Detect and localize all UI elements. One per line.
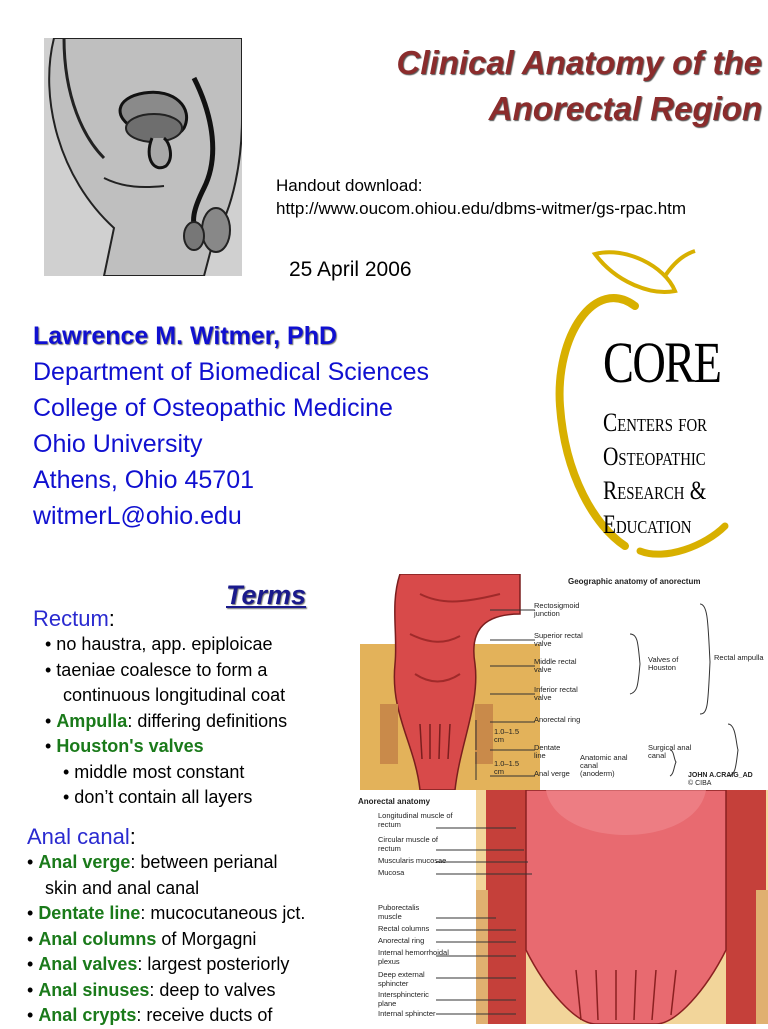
author-university: Ohio University: [33, 430, 203, 458]
logo-subtitle: Centers for Osteopathic Research & Education: [603, 408, 708, 539]
anal-canal-section: [27, 824, 367, 1029]
page-title: Clinical Anatomy of the Anorectal Region: [396, 44, 762, 127]
list-item: • no haustra, app. epiploicae: [45, 634, 273, 654]
author-college: College of Osteopathic Medicine: [33, 394, 393, 422]
rectum-section: [33, 606, 363, 811]
list-item: • don’t contain all layers: [63, 787, 253, 807]
list-item: • middle most constant: [63, 761, 245, 782]
label-surgical-canal: Surgical anal canal: [648, 743, 692, 760]
label-deep-external-sphincter: Deep external sphincter: [378, 970, 425, 988]
logo-core-text: CORE: [603, 330, 721, 395]
list-item: continuous longitudinal coat: [63, 685, 286, 705]
label-anatomic-canal: Anatomic anal canal (anoderm): [580, 753, 628, 778]
label-measure-1: 1.0–1.5 cm: [494, 727, 520, 744]
list-item: • Dentate line: mucocutaneous jct.: [27, 903, 306, 923]
label-muscularis-mucosae: Muscularis mucosae: [378, 856, 447, 865]
label-anorectal-ring: Anorectal ring: [534, 715, 581, 724]
list-item: • Anal valves: largest posteriorly: [27, 954, 290, 974]
rectum-list: [33, 632, 363, 811]
label-mucosa: Mucosa: [378, 868, 405, 877]
label-intersphincteric-plane: Intersphincteric plane: [378, 990, 429, 1008]
author-name: Lawrence M. Witmer, PhD: [33, 322, 338, 350]
label-anorectal-ring: Anorectal ring: [378, 936, 425, 945]
rectum-heading: Rectum:: [33, 606, 115, 631]
list-item: • Anal sinuses: deep to valves: [27, 979, 276, 1000]
list-item: skin and anal canal: [45, 877, 200, 898]
copyright-ciba: © CIBA: [688, 780, 712, 787]
author-dept: Department of Biomedical Sciences: [33, 358, 430, 386]
label-rectal-columns: Rectal columns: [378, 924, 430, 933]
bottom-figure-caption: Anorectal anatomy: [358, 797, 431, 806]
terms-heading: Terms: [226, 580, 307, 610]
label-rectosigmoid: Rectosigmoid junction: [534, 601, 580, 618]
label-rectal-ampulla: Rectal ampulla: [714, 653, 764, 662]
anorectum-geographic-figure: [360, 574, 768, 790]
core-logo: [555, 246, 735, 560]
label-valves-of-houston: Valves of Houston: [648, 655, 679, 672]
handout-info: [276, 174, 686, 220]
author-block: [33, 318, 429, 534]
handout-label: Handout download:: [276, 176, 423, 195]
label-hemorrhoidal-plexus: Internal hemorrhoidal plexus: [378, 948, 449, 966]
label-middle-valve: Middle rectal valve: [534, 657, 577, 674]
anal-canal-list: [27, 850, 367, 1029]
author-city: Athens, Ohio 45701: [33, 466, 254, 494]
top-figure-caption: Geographic anatomy of anorectum: [568, 577, 701, 586]
label-anal-verge: Anal verge: [534, 769, 570, 778]
list-item: • Houston's valves: [45, 736, 204, 756]
label-longitudinal-muscle: Longitudinal muscle of rectum: [378, 811, 453, 829]
label-circular-muscle: Circular muscle of rectum: [378, 835, 439, 853]
artist-signature: JOHN A.CRAIG_AD: [688, 772, 753, 779]
anal-canal-heading: Anal canal:: [27, 824, 136, 849]
list-item: • Anal verge: between perianal: [27, 852, 278, 872]
anorectal-anatomy-figure: [356, 790, 768, 1024]
label-internal-sphincter: Internal sphincter: [378, 1009, 436, 1018]
list-item: • Ampulla: differing definitions: [45, 710, 288, 731]
date: 25 April 2006: [289, 258, 412, 281]
label-puborectalis: Puborectalis muscle: [378, 903, 420, 921]
label-measure-2: 1.0–1.5 cm: [494, 759, 520, 776]
label-dentate-line: Dentate line: [534, 743, 561, 760]
label-superior-valve: Superior rectal valve: [534, 631, 583, 648]
list-item: • Anal crypts: receive ducts of: [27, 1005, 273, 1025]
list-item: • taeniae coalesce to form a: [45, 659, 268, 680]
handout-url[interactable]: http://www.oucom.ohiou.edu/dbms-witmer/gs-rpac.htm: [276, 199, 687, 218]
author-email[interactable]: witmerL@ohio.edu: [33, 502, 242, 530]
list-item: • Anal columns of Morgagni: [27, 928, 257, 949]
pelvic-illustration: [44, 38, 242, 276]
label-inferior-valve: Inferior rectal valve: [534, 685, 578, 702]
